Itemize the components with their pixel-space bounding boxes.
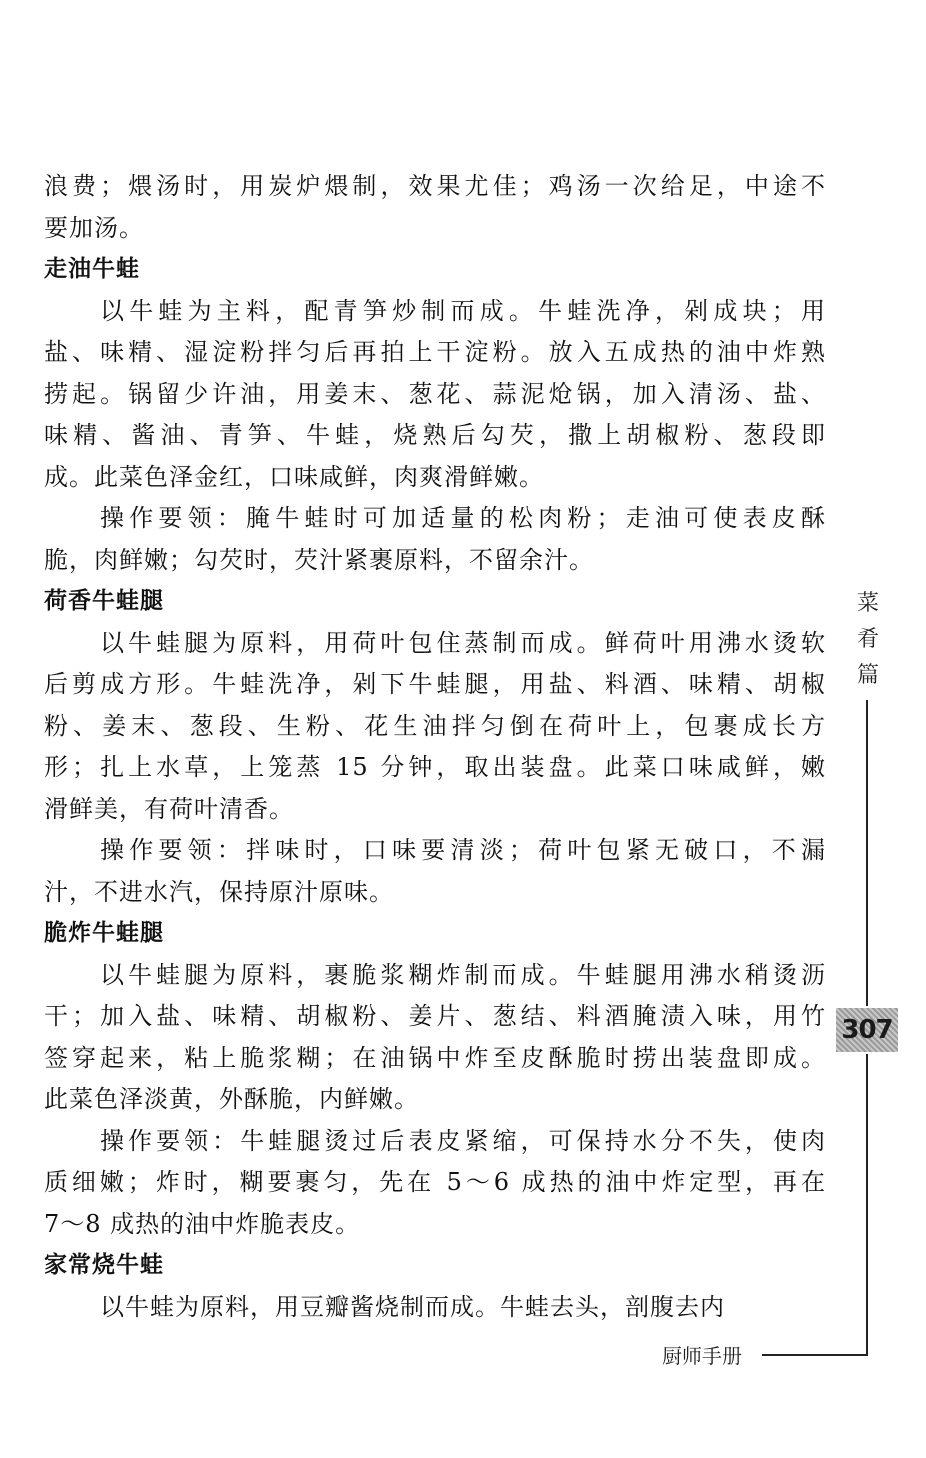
recipe-heading: 脆炸牛蛙腿 xyxy=(44,920,164,946)
paragraph xyxy=(44,1287,826,1329)
recipe-heading: 荷香牛蛙腿 xyxy=(44,588,164,614)
text-line: 滑鲜美，有荷叶清香。 xyxy=(44,794,294,823)
text-line: 此菜色泽淡黄，外酥脆，内鲜嫩。 xyxy=(44,1085,419,1113)
text-line: 7～8 成热的油中炸脆表皮。 xyxy=(44,1209,361,1238)
paragraph xyxy=(44,955,826,1121)
footer-rule xyxy=(762,1354,868,1356)
text-line: 签穿起来，粘上脆浆糊；在油锅中炸至皮酥脆时捞出装盘即成。 xyxy=(44,1043,826,1072)
page-number: 307 xyxy=(836,1008,898,1052)
text-line: 干；加入盐、味精、胡椒粉、姜片、葱结、料酒腌渍入味，用竹 xyxy=(44,1002,826,1030)
text-line: 操作要领：腌牛蛙时可加适量的松肉粉；走油可使表皮酥 xyxy=(100,504,826,532)
text-line: 以牛蛙为主料，配青笋炒制而成。牛蛙洗净，剁成块；用 xyxy=(100,296,826,325)
text-line: 脆，肉鲜嫩；勾芡时，芡汁紧裹原料，不留余汁。 xyxy=(44,545,594,574)
book-title-footer: 厨师手册 xyxy=(662,1344,742,1368)
recipe-heading: 家常烧牛蛙 xyxy=(44,1252,164,1278)
text-line: 浪费；煨汤时，用炭炉煨制，效果尤佳；鸡汤一次给足，中途不 xyxy=(44,172,826,200)
text-line: 成。此菜色泽金红，口味咸鲜，肉爽滑鲜嫩。 xyxy=(44,462,544,491)
paragraph xyxy=(44,498,826,581)
text-line: 后剪成方形。牛蛙洗净，剁下牛蛙腿，用盐、料酒、味精、胡椒 xyxy=(44,670,826,698)
text-line: 以牛蛙腿为原料，裹脆浆糊炸制而成。牛蛙腿用沸水稍烫沥 xyxy=(100,960,826,989)
text-line: 以牛蛙腿为原料，用荷叶包住蒸制而成。鲜荷叶用沸水烫软 xyxy=(100,628,826,657)
text-line: 捞起。锅留少许油，用姜末、葱花、蒜泥炝锅，加入清汤、盐、 xyxy=(44,379,826,408)
text-line: 操作要领：拌味时，口味要清淡；荷叶包紧无破口，不漏 xyxy=(100,836,826,864)
section-label-char: 菜 xyxy=(856,591,879,616)
body-text xyxy=(44,166,826,1328)
text-line: 以牛蛙为原料，用豆瓣酱烧制而成。牛蛙去头，剖腹去内 xyxy=(100,1292,725,1321)
text-line: 盐、味精、湿淀粉拌匀后再拍上干淀粉。放入五成热的油中炸熟 xyxy=(44,338,826,366)
text-line: 形；扎上水草，上笼蒸 15 分钟，取出装盘。此菜口味咸鲜，嫩 xyxy=(44,753,826,781)
paragraph xyxy=(44,623,826,831)
text-line: 质细嫩；炸时，糊要裹匀，先在 5～6 成热的油中炸定型，再在 xyxy=(44,1168,826,1196)
section-label-char: 篇 xyxy=(856,663,879,688)
paragraph xyxy=(44,166,826,249)
paragraph xyxy=(44,291,826,499)
section-label-char: 肴 xyxy=(856,627,879,652)
side-rule-lower xyxy=(866,1054,868,1356)
paragraph xyxy=(44,830,826,913)
text-line: 粉、姜末、葱段、生粉、花生油拌匀倒在荷叶上，包裹成长方 xyxy=(44,711,826,740)
paragraph xyxy=(44,1121,826,1246)
text-line: 汁，不进水汽，保持原汁原味。 xyxy=(44,877,394,906)
text-line: 要加汤。 xyxy=(44,213,144,242)
section-label xyxy=(854,586,882,694)
text-line: 操作要领：牛蛙腿烫过后表皮紧缩，可保持水分不失，使肉 xyxy=(100,1126,826,1155)
side-rule-upper xyxy=(866,700,868,1006)
text-line: 味精、酱油、青笋、牛蛙，烧熟后勾芡，撒上胡椒粉、葱段即 xyxy=(44,421,826,449)
recipe-heading: 走油牛蛙 xyxy=(44,256,140,282)
